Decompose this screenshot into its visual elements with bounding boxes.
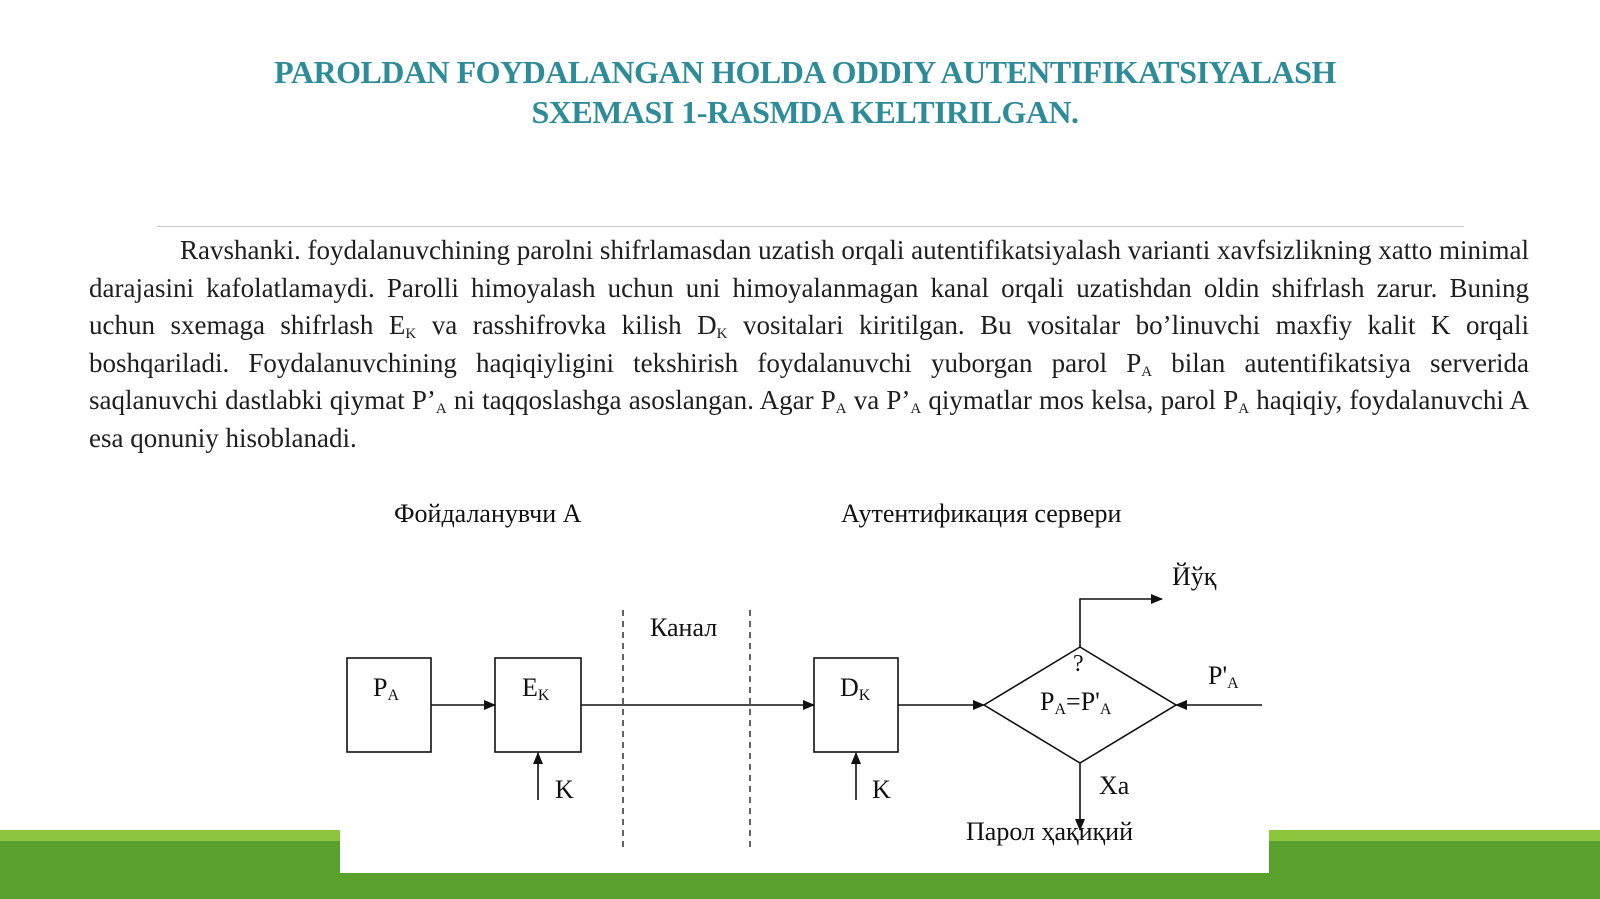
ek-box-label: $E_K$ bbox=[522, 673, 550, 704]
arrow-no-branch bbox=[1080, 599, 1162, 647]
key-label-2: K bbox=[872, 775, 891, 804]
slide-title bbox=[150, 52, 1460, 132]
body-paragraph: Ravshanki. foydalanuvchining parolni shifrlamasdan uzatish orqali autentifikatsiyalash varianti xavfsizlikning xatto minimal darajasini kafolatlamaydi. Parolli himoyalash uchun uni himoyalanmagan kanal orqali uzatishdan oldin shifrlash zarur. Buning uchun sxemaga shifrlash $E_K$ va rasshifrovka kilish $D_K$ vositalari kiritilgan. Bu vositalar bo’linuvchi maxfiy kalit K orqali boshqariladi. Foydalanuvchining haqiqiyligini tekshirish foydalanuvchi yuborgan parol $P_A$ bilan autentifikatsiya serverida saqlanuvchi dastlabki qiymat $P’_A$ ni taqqoslashga asoslangan. Agar $P_A$ va $P’_A$ qiymatlar mos kelsa, parol $P_A$ haqiqiy, foydalanuvchi A esa qonuniy hisoblanadi. bbox=[89, 235, 1530, 453]
title-divider bbox=[157, 226, 1464, 227]
pa-box-label: $P_A$ bbox=[373, 673, 400, 704]
key-label-1: K bbox=[555, 775, 574, 804]
channel-label: Канал bbox=[650, 613, 718, 642]
server-label: Аутентификация сервери bbox=[841, 499, 1122, 528]
yes-branch-label: Ха bbox=[1099, 771, 1130, 800]
question-mark: ? bbox=[1073, 651, 1084, 677]
user-label: Фойдаланувчи А bbox=[394, 499, 582, 528]
no-branch-label: Йўқ bbox=[1172, 562, 1217, 591]
compare-label: $P_A=P'_A$ bbox=[1040, 687, 1112, 718]
password-valid-label: Парол ҳақиқий bbox=[966, 817, 1133, 846]
dk-box-label: $D_K$ bbox=[840, 673, 871, 704]
slide-title-line-1: PAROLDAN FOYDALANGAN HOLDA ODDIY AUTENTIFIKATSIYALASH bbox=[274, 54, 1336, 90]
authentication-scheme-diagram bbox=[340, 499, 1269, 873]
stored-value-label: $P'_A$ bbox=[1208, 661, 1239, 692]
slide-title-line-2: SXEMASI 1-RASMDA KELTIRILGAN. bbox=[531, 94, 1079, 130]
